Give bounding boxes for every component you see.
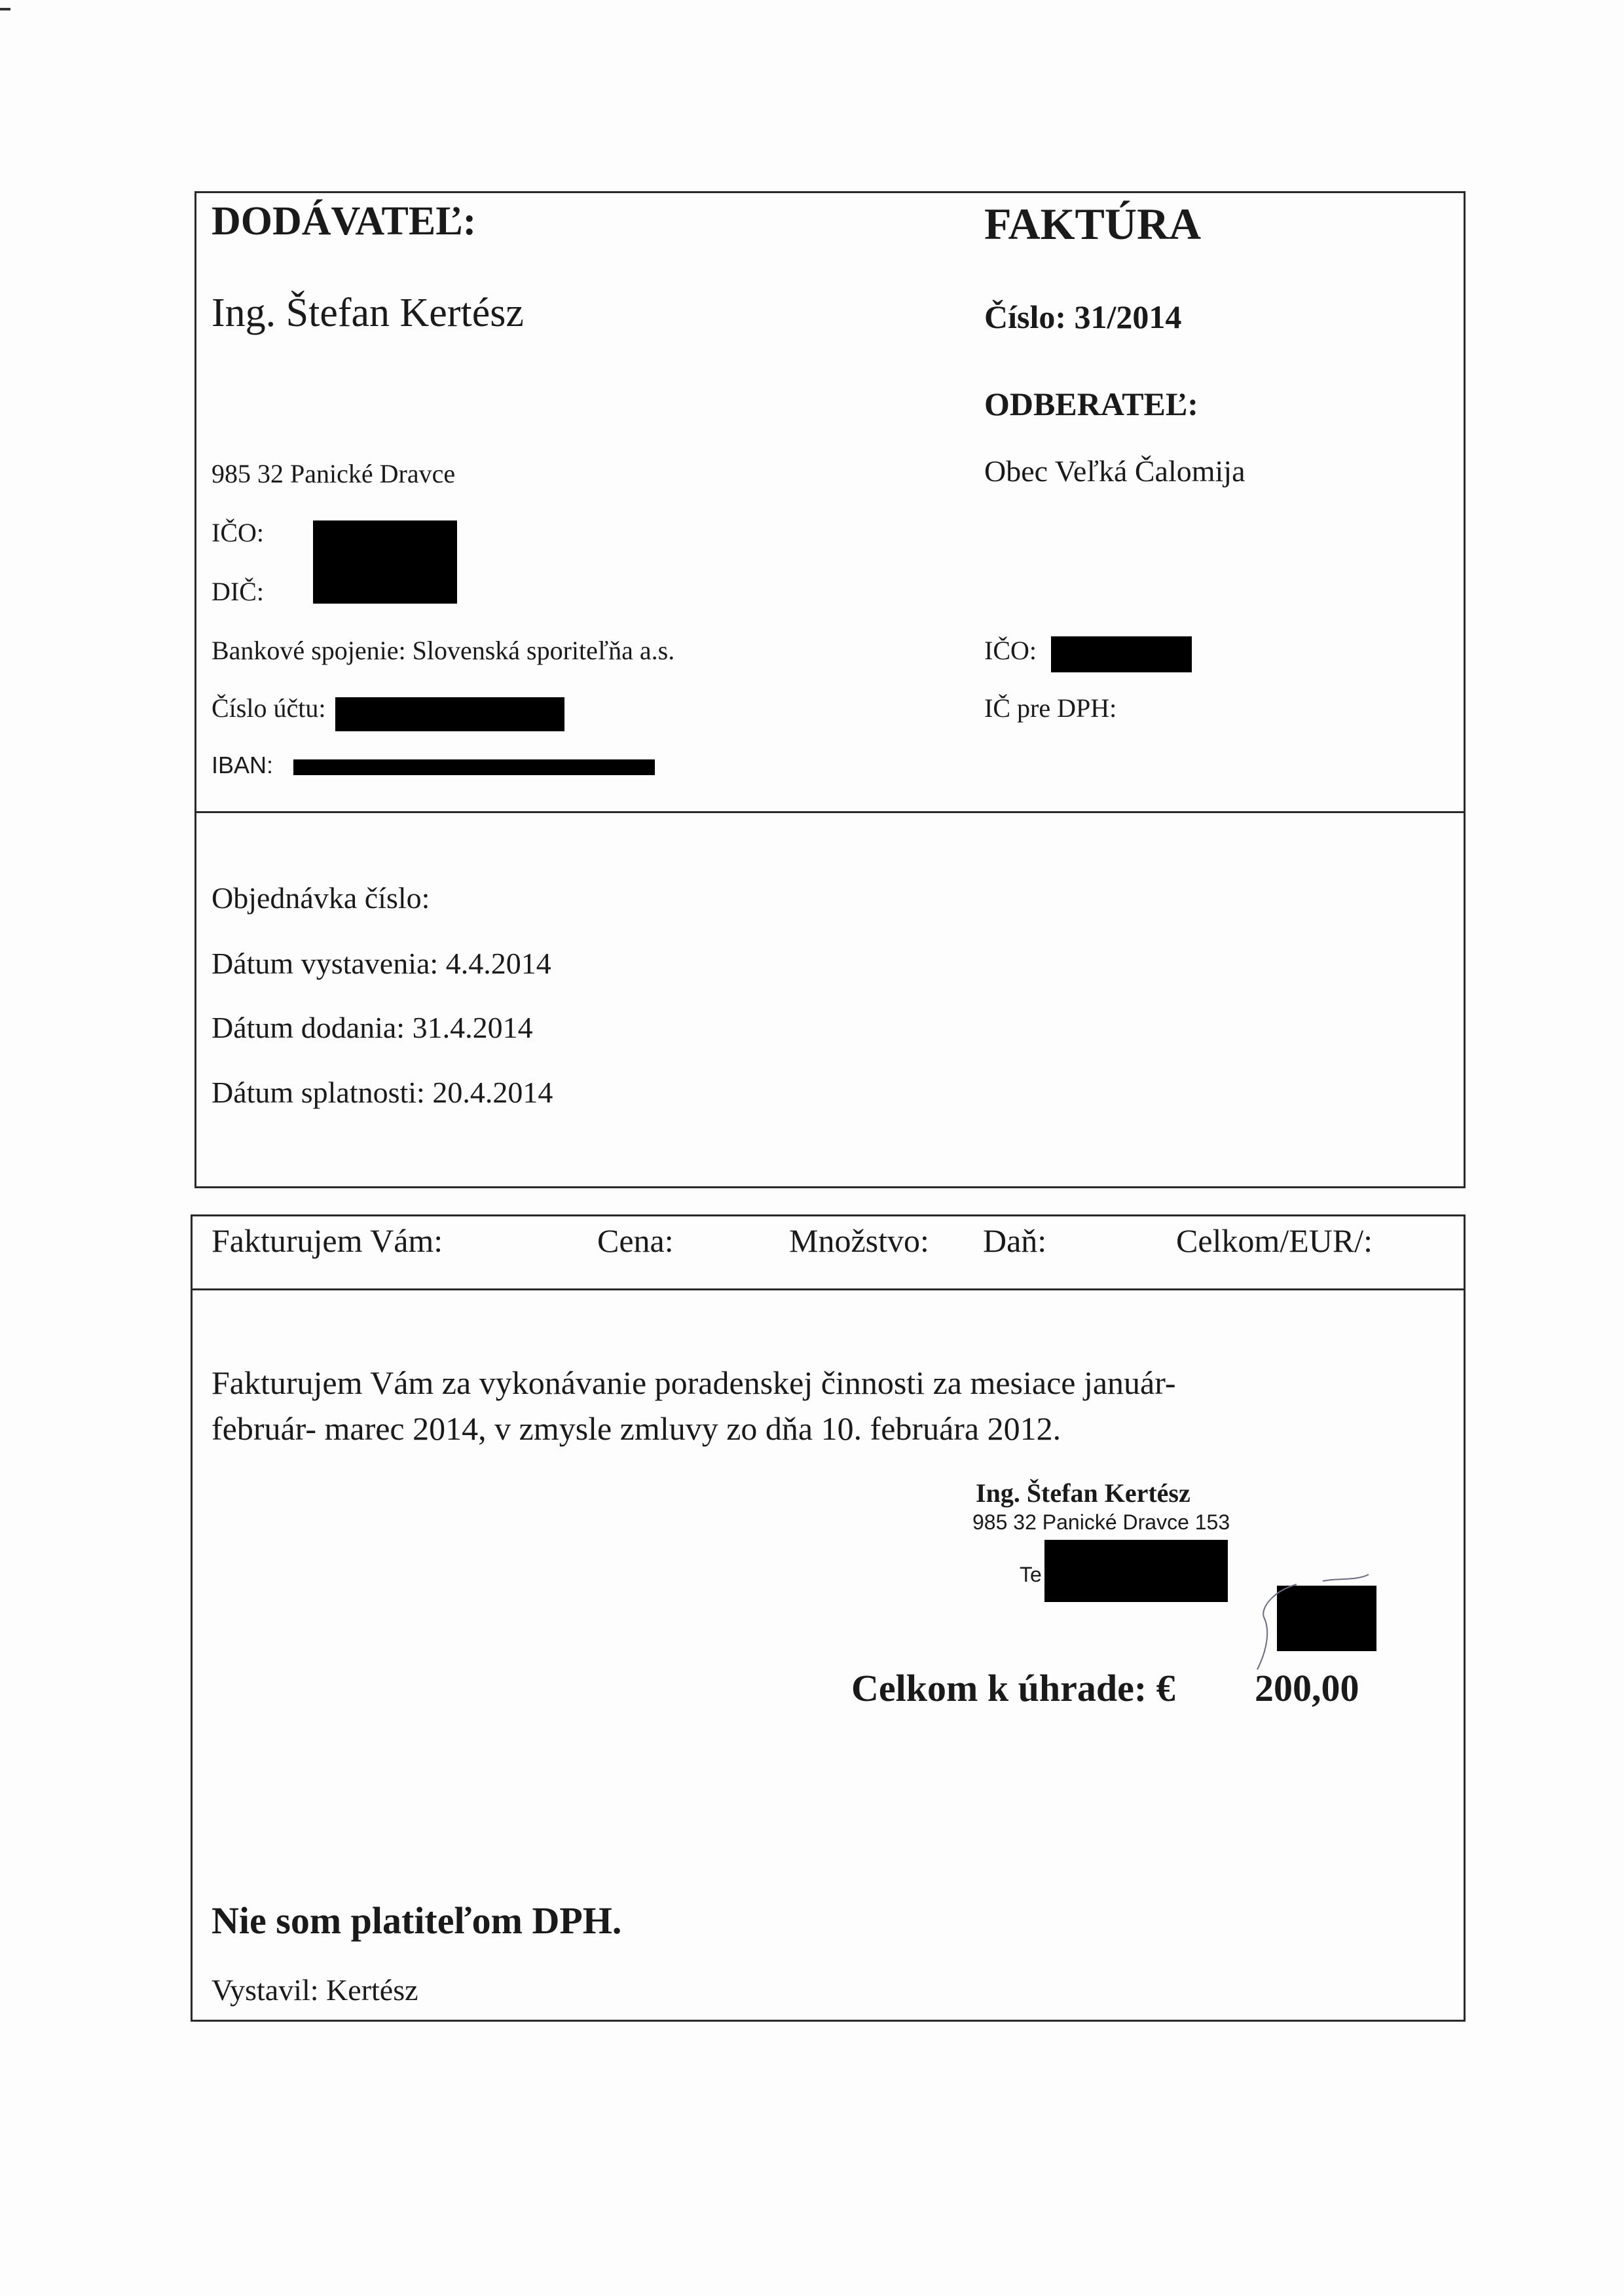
supplier-iban-label: IBAN: <box>212 752 274 778</box>
supplier-bank: Bankové spojenie: Slovenská sporiteľňa a.s. <box>212 636 675 665</box>
description-line-1: Fakturujem Vám za vykonávanie poradenskej činnosti za mesiace január- <box>212 1364 1176 1401</box>
supplier-address: 985 32 Panické Dravce <box>212 459 456 488</box>
description-line-2: február- marec 2014, v zmysle zmluvy zo dňa 10. februára 2012. <box>212 1410 1061 1447</box>
col-header-item: Fakturujem Vám: <box>212 1222 443 1259</box>
vat-note: Nie som platiteľom DPH. <box>212 1899 622 1942</box>
supplier-account-label: Číslo účtu: <box>212 693 326 723</box>
order-number-label: Objednávka číslo: <box>212 881 430 915</box>
supplier-dic-label: DIČ: <box>212 577 264 606</box>
scan-mark <box>0 8 10 10</box>
due-date: Dátum splatnosti: 20.4.2014 <box>212 1076 553 1109</box>
table-header-divider <box>191 1288 1466 1290</box>
col-header-total: Celkom/EUR/: <box>1176 1222 1373 1259</box>
redacted-supplier-ids <box>313 520 457 604</box>
supplier-heading: DODÁVATEĽ: <box>212 199 477 244</box>
redacted-customer-ico <box>1051 636 1192 672</box>
issue-date: Dátum vystavenia: 4.4.2014 <box>212 947 551 980</box>
redacted-account <box>335 697 564 731</box>
redacted-stamp-phone <box>1044 1540 1228 1602</box>
col-header-quantity: Množstvo: <box>789 1222 929 1259</box>
total-label: Celkom k úhrade: € <box>851 1667 1175 1709</box>
stamp-address: 985 32 Panické Dravce 153 <box>972 1510 1230 1534</box>
redacted-iban <box>293 759 655 775</box>
col-header-tax: Daň: <box>983 1222 1047 1259</box>
stamp-name: Ing. Štefan Kertész <box>976 1478 1190 1508</box>
delivery-date: Dátum dodania: 31.4.2014 <box>212 1011 533 1044</box>
stamp-tel-prefix: Te <box>1020 1563 1042 1586</box>
customer-ico-label: IČO: <box>984 636 1037 665</box>
supplier-ico-label: IČO: <box>212 518 264 547</box>
invoice-number: Číslo: 31/2014 <box>984 299 1182 335</box>
supplier-name: Ing. Štefan Kertész <box>212 291 524 335</box>
issued-by: Vystavil: Kertész <box>212 1973 418 2007</box>
total-amount: 200,00 <box>1255 1667 1359 1709</box>
customer-ic-dph-label: IČ pre DPH: <box>984 693 1117 723</box>
invoice-title: FAKTÚRA <box>984 199 1202 249</box>
order-box <box>194 811 1466 1188</box>
customer-heading: ODBERATEĽ: <box>984 386 1198 422</box>
col-header-price: Cena: <box>597 1222 674 1259</box>
customer-name: Obec Veľká Čalomija <box>984 454 1246 488</box>
